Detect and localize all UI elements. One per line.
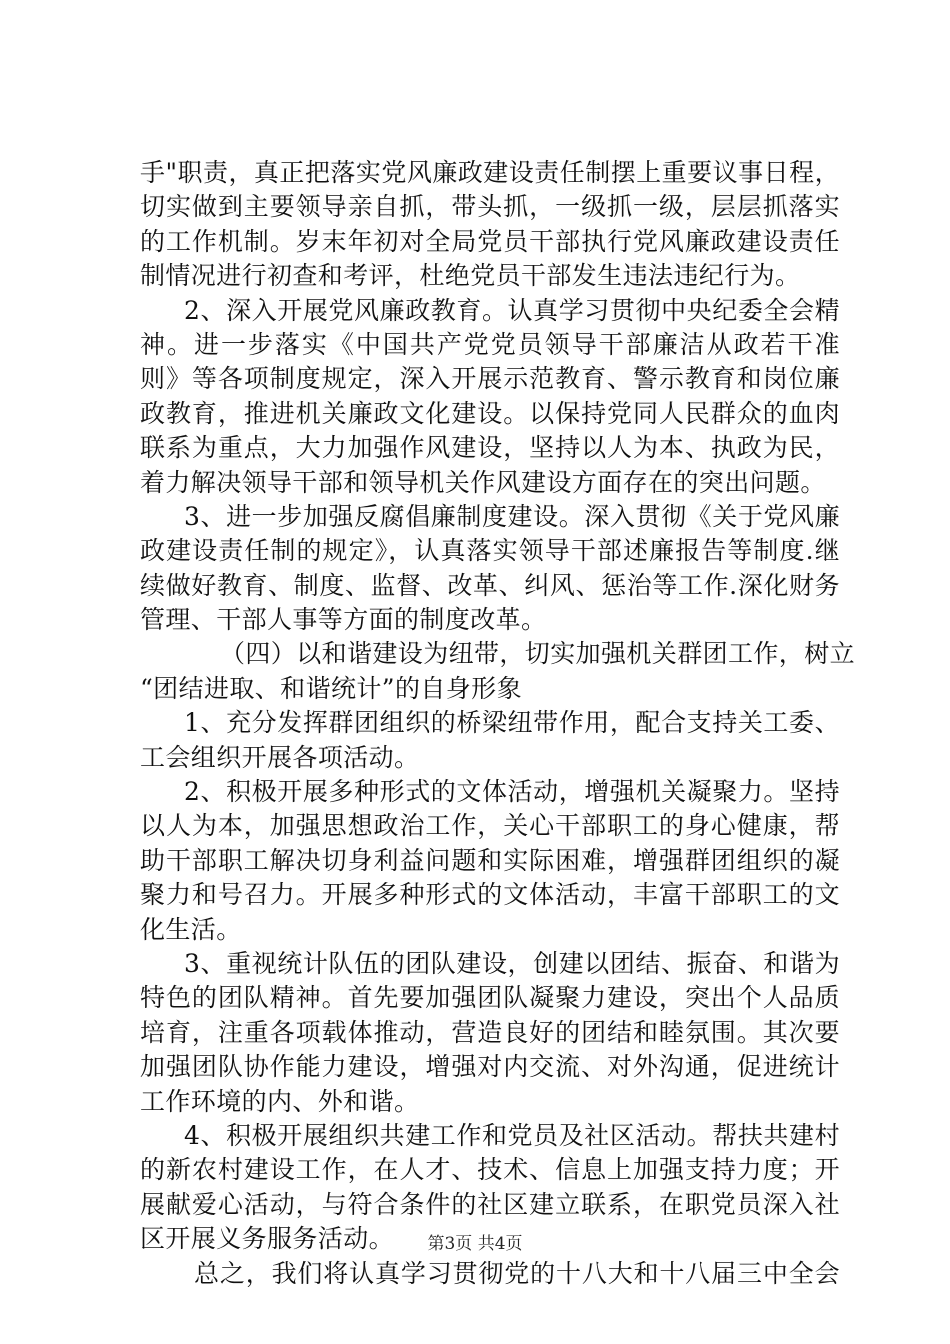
- text-line: 区开展义务服务活动。: [140, 1224, 395, 1254]
- text-line: 切实做到主要领导亲自抓，带头抓，一级抓一级，层层抓落实: [140, 192, 840, 222]
- text-line: 联系为重点，大力加强作风建设，坚持以人为本、执政为民，: [140, 433, 840, 463]
- page-number-footer: 第3页 共4页: [427, 1234, 523, 1254]
- text-line: 管理、干部人事等方面的制度改革。: [140, 605, 547, 635]
- text-line: 手"职责，真正把落实党风廉政建设责任制摆上重要议事日程，: [140, 158, 840, 187]
- text-line: 以人为本，加强思想政治工作，关心干部职工的身心健康，帮: [140, 811, 840, 841]
- text-line: 化生活。: [140, 914, 242, 944]
- text-line: 展献爱心活动，与符合条件的社区建立联系，在职党员深入社: [140, 1189, 840, 1219]
- text-line: 2、深入开展党风廉政教育。认真学习贯彻中央纪委全会精: [184, 295, 840, 325]
- text-line: 聚力和号召力。开展多种形式的文体活动，丰富干部职工的文: [140, 880, 840, 910]
- text-line: 培育，注重各项载体推动，营造良好的团结和睦氛围。其次要: [140, 1017, 840, 1047]
- text-line: 工会组织开展各项活动。: [140, 742, 420, 772]
- text-line: 3、进一步加强反腐倡廉制度建设。深入贯彻《关于党风廉: [184, 501, 840, 531]
- section-heading: （四）以和谐建设为纽带，切实加强机关群团工作，树立: [220, 639, 856, 669]
- text-line: 制情况进行初查和考评，杜绝党员干部发生违法违纪行为。: [140, 261, 801, 291]
- section-heading: “团结进取、和谐统计”的自身形象: [140, 673, 522, 703]
- text-line: 政教育，推进机关廉政文化建设。以保持党同人民群众的血肉: [140, 398, 840, 428]
- text-line: 助干部职工解决切身利益问题和实际困难，增强群团组织的凝: [140, 845, 840, 875]
- text-line: 的新农村建设工作，在人才、技术、信息上加强支持力度；开: [140, 1155, 840, 1185]
- text-line: 特色的团队精神。首先要加强团队凝聚力建设，突出个人品质: [140, 983, 840, 1013]
- text-line: 4、积极开展组织共建工作和党员及社区活动。帮扶共建村: [184, 1120, 840, 1150]
- text-line: 3、重视统计队伍的团队建设，创建以团结、振奋、和谐为: [184, 948, 840, 978]
- text-line: 1、充分发挥群团组织的桥梁纽带作用，配合支持关工委、: [184, 708, 840, 738]
- text-line: 工作环境的内、外和谐。: [140, 1086, 420, 1116]
- text-line: 加强团队协作能力建设，增强对内交流、对外沟通，促进统计: [140, 1052, 840, 1082]
- text-line: 神。进一步落实《中国共产党党员领导干部廉洁从政若干准: [140, 329, 840, 359]
- text-line: 2、积极开展多种形式的文体活动，增强机关凝聚力。坚持: [184, 777, 840, 807]
- text-line: 续做好教育、制度、监督、改革、纠风、惩治等工作.深化财务: [140, 570, 840, 600]
- text-line: 着力解决领导干部和领导机关作风建设方面存在的突出问题。: [140, 467, 826, 497]
- text-line: 政建设责任制的规定》，认真落实领导干部述廉报告等制度.继: [140, 536, 840, 566]
- text-line: 总之，我们将认真学习贯彻党的十八大和十八届三中全会: [194, 1258, 840, 1288]
- text-line: 则》等各项制度规定，深入开展示范教育、警示教育和岗位廉: [140, 364, 840, 394]
- document-body: [140, 156, 856, 1291]
- text-line: 的工作机制。岁末年初对全局党员干部执行党风廉政建设责任: [140, 226, 840, 256]
